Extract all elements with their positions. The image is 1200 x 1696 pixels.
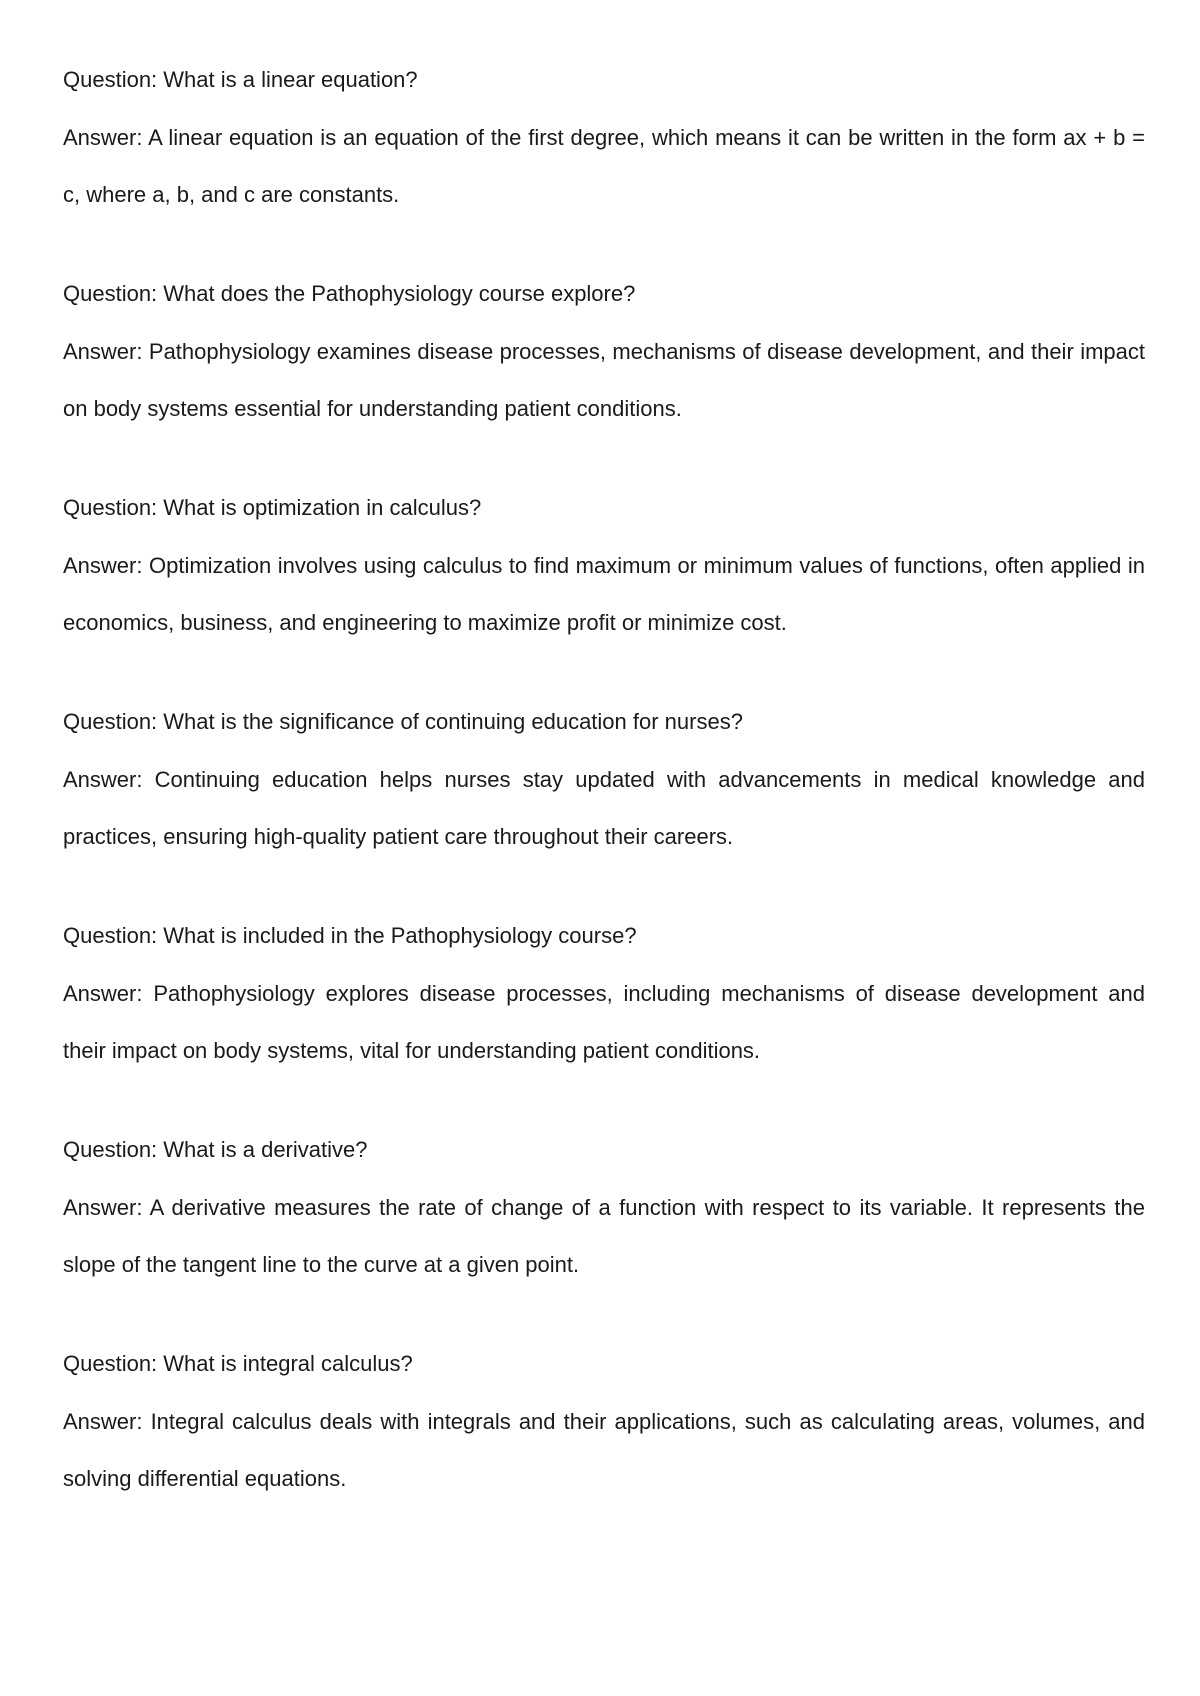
question-text: Question: What is a linear equation? [63, 67, 418, 92]
answer-text: Answer: A linear equation is an equation of the first degree, which means it can be written in the form ax + b = c, where a, b, and c are constants. [63, 125, 1145, 207]
question-text: Question: What is optimization in calculus? [63, 495, 482, 520]
answer-text: Answer: Optimization involves using calculus to find maximum or minimum values of functions, often applied in economics, business, and engineering to maximize profit or minimize cost. [63, 553, 1145, 635]
question-text: Question: What does the Pathophysiology course explore? [63, 281, 636, 306]
qa-item [63, 1136, 1145, 1293]
answer-text: Answer: Pathophysiology examines disease processes, mechanisms of disease development, and their impact on body systems essential for understanding patient conditions. [63, 339, 1145, 421]
qa-item [63, 66, 1145, 223]
answer-text: Answer: Integral calculus deals with integrals and their applications, such as calculating areas, volumes, and solving differential equations. [63, 1409, 1145, 1491]
qa-item [63, 280, 1145, 437]
qa-list [63, 66, 1145, 1564]
question-text: Question: What is a derivative? [63, 1137, 368, 1162]
qa-item [63, 1350, 1145, 1507]
qa-item [63, 494, 1145, 651]
question-text: Question: What is integral calculus? [63, 1351, 413, 1376]
answer-text: Answer: Continuing education helps nurses stay updated with advancements in medical knowledge and practices, ensuring high-quality patient care throughout their careers. [63, 767, 1145, 849]
qa-item [63, 922, 1145, 1079]
qa-item [63, 708, 1145, 865]
answer-text: Answer: A derivative measures the rate of change of a function with respect to its variable. It represents the slope of the tangent line to the curve at a given point. [63, 1195, 1145, 1277]
answer-text: Answer: Pathophysiology explores disease processes, including mechanisms of disease development and their impact on body systems, vital for understanding patient conditions. [63, 981, 1145, 1063]
question-text: Question: What is the significance of continuing education for nurses? [63, 709, 743, 734]
question-text: Question: What is included in the Pathophysiology course? [63, 923, 637, 948]
